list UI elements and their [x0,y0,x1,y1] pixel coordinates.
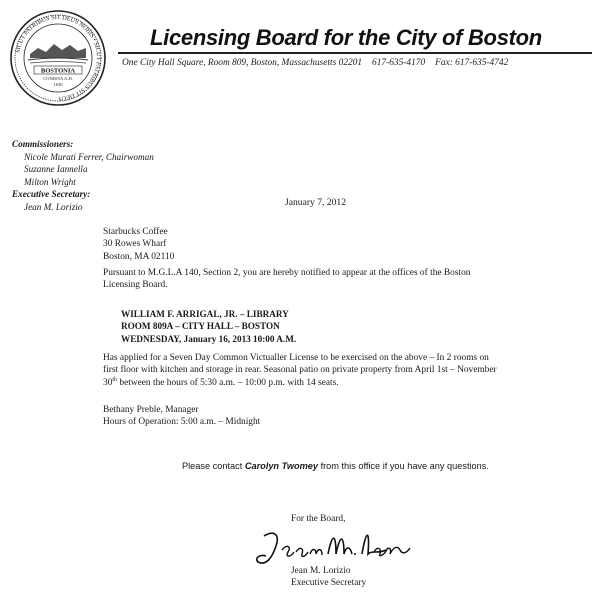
signer-name: Jean M. Lorizio [291,566,351,576]
application-paragraph [103,352,503,389]
recipient-line: 30 Rowes Wharf [103,239,167,250]
letterhead-rule [118,52,592,54]
executive-secretary-label: Executive Secretary: [12,189,91,200]
contact-name: Carolyn Twomey [244,461,319,471]
venue-line: ROOM 809A – CITY HALL – BOSTON [121,321,280,332]
office-phone: 617-635-4170 [372,58,426,68]
recipient-address [103,226,174,263]
letter-date: January 7, 2012 [285,197,347,208]
signer-title: Executive Secretary [291,578,367,589]
contact-text: Please contact [182,461,245,471]
office-address: One City Hall Square, Room 809, Boston, Massachusetts 02201 [122,58,363,68]
commissioner-name: Nicole Murati Ferrer, Chairwoman [24,151,154,162]
commissioner-name: Suzanne Iannella [24,164,88,175]
closing-line: For the Board, [291,514,346,524]
office-fax: Fax: 617-635-4742 [435,58,509,68]
venue-line: WEDNESDAY, January 16, 2013 10:00 A.M. [121,333,297,344]
contact-text-end: from this office if you have any questions. [318,461,489,471]
hours-of-operation: Hours of Operation: 5:00 a.m. – Midnight [103,417,261,428]
signer-block [291,565,366,590]
contact-line [182,461,489,471]
executive-secretary-name: Jean M. Lorizio [24,201,83,212]
recipient-line: Starbucks Coffee [103,227,168,237]
city-seal-logo [8,8,108,108]
seal-year-text: 1630 [53,82,63,87]
letterhead-address-line [122,58,508,68]
manager-info [103,404,260,429]
application-text-end: between the hours of 5:30 a.m. – 10:00 p.m. with 14 seats. [117,377,339,388]
venue-line: WILLIAM F. ARRIGAL, JR. – LIBRARY [121,309,289,319]
notice-paragraph: Pursuant to M.G.L.A 140, Section 2, you are hereby notified to appear at the offices of the Boston Licensing Board. [103,268,471,291]
hearing-venue [121,308,296,345]
application-text: Has applied for a Seven Day Common Victualler License to be exercised on the above – In 2 rooms on first floor with kitchen and storage in rear. Seasonal patio on private property from April 1st – November 30 [103,353,497,388]
commissioner-name: Milton Wright [24,176,76,187]
seal-city-text: BOSTONIA [40,67,76,75]
commissioners-list [12,138,154,214]
application-superscript: th [112,376,118,383]
letterhead-title: Licensing Board for the City of Boston [150,25,542,50]
seal-condita-text: CONDITA A.D. [43,76,73,81]
manager-name: Bethany Preble, Manager [103,405,199,415]
svg-text:SICUT PATRIBUS SIT DEUS NOBIS: SICUT PATRIBUS SIT DEUS NOBIS • SICUT PATRIBUS SIT DEUS [14,13,103,103]
recipient-line: Boston, MA 02110 [103,251,175,262]
commissioners-label: Commissioners: [12,139,74,149]
